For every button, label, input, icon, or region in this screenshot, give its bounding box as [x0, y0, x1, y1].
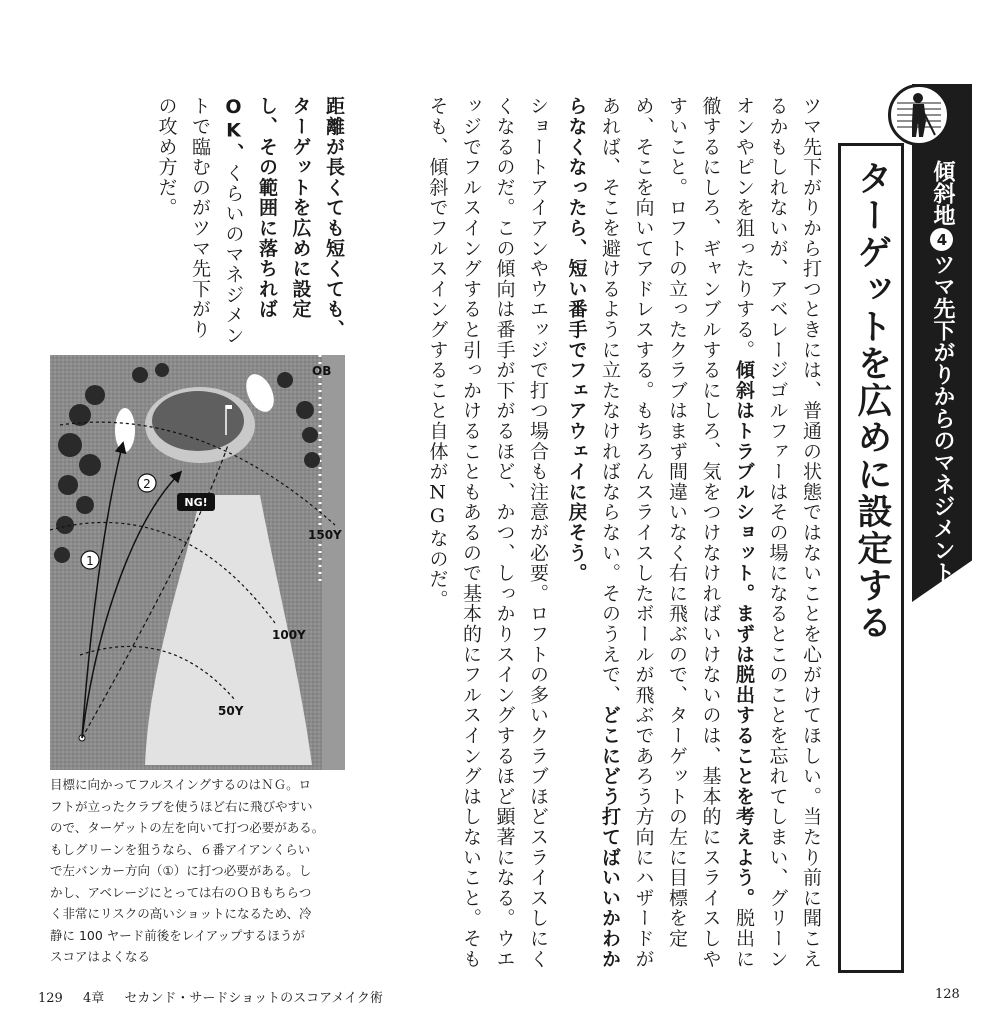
golfer-icon	[888, 84, 950, 146]
page-number-right: 128	[935, 987, 960, 1002]
label-150y: 150Y	[308, 528, 342, 542]
chapter-number: 4章	[82, 991, 105, 1006]
caption-line: スコアはよくなる	[50, 949, 151, 964]
flag	[226, 405, 232, 409]
ng-label: NG!	[184, 496, 208, 509]
caption-line: かし、アベレージにとっては右のＯＢもちらつ	[50, 884, 312, 900]
body-text-left-upper	[82, 96, 350, 348]
body-text-right	[555, 96, 827, 976]
caption-line: もしグリーンを狙うなら、６番アイアンくらい	[50, 841, 311, 857]
emphasis-segment: どこにどう打てばいいかわからなくなったら、短い番手でフェアウェイに戻そう。	[565, 96, 621, 969]
caption-line: 目標に向かってフルスイングするのはＮＧ。ロ	[50, 777, 312, 792]
ob-label: OB	[312, 364, 332, 378]
section-number-badge: 4	[930, 228, 953, 251]
chapter-title: セカンド・サードショットのスコアメイク術	[124, 991, 383, 1006]
label-50y: 50Y	[218, 704, 244, 718]
marker-1: 1	[86, 554, 94, 568]
ob-area	[322, 355, 345, 770]
page-number-left: 129	[38, 991, 63, 1006]
paragraph-segment: くらいのマネジメントで臨むのがツマ先下がりの攻め方だ。	[155, 96, 245, 346]
page-title: ターゲットを広めに設定する	[852, 160, 892, 641]
green	[152, 391, 244, 451]
body-text-left-lower	[350, 96, 554, 976]
figure-caption	[50, 774, 350, 968]
paragraph-segment: 脱出に徹するにしろ、ギャンブルするにしろ、気をつけなければいけないのは、基本的にスライスしやすいこと。ロフトの立ったクラブはまず間違いなく右に飛ぶので、ターゲットの左に目標を定め、そこを向いてアドレスする。もちろんスライスしたボールが飛ぶであろう方向にハザードがあれば、そこを避けるように立たなければならない。そのうえで、	[599, 96, 755, 969]
paragraph-segment: ショートアイアンやウエッジで打つ場合も注意が必要。ロフトの多いクラブほどスライスしにくくなるのだ。この傾向は番手が下がるほど、かつ、しっかりスイングするほど顕著になる。ウエッジでフルスイングすると引っかけることもあるので基本的にフルスイングはしないこと。そもそも、傾斜でフルスイングすること自体がNGなのだ。	[426, 96, 549, 969]
caption-line: フトが立ったクラブを使うほど右に飛びやすい	[50, 798, 313, 814]
caption-line: 静に 100 ヤード前後をレイアップするほうが	[50, 927, 305, 943]
header-prefix: 傾斜地	[930, 160, 955, 226]
paragraph-segment: ツマ先下がりから打つときには、普通の状態ではないことを心がけてほしい。当たり前に聞こえるかもしれないが、アベレージゴルファーはその場になるとこのことを忘れてしまい、グリーンオンやピンを狙ったりする。	[733, 96, 822, 969]
course-diagram	[50, 355, 345, 770]
caption-line: ので、ターゲットの左を向いて打つ必要がある。	[50, 820, 325, 835]
emphasis-segment: 距離が長くても短くても、ターゲットを広めに設定し、その範囲に落ちればOK、	[222, 96, 345, 340]
caption-line: で左バンカー方向（①）に打つ必要がある。し	[50, 863, 312, 878]
label-100y: 100Y	[272, 628, 306, 642]
header-suffix: ツマ先下がりからのマネジメント	[930, 253, 955, 583]
bunker-left	[115, 408, 135, 452]
emphasis-segment: 傾斜はトラブルショット。まずは脱出することを考えよう。	[733, 359, 755, 909]
marker-2: 2	[143, 477, 151, 491]
footer-left	[38, 987, 399, 1006]
caption-line: く非常にリスクの高いショットになるため、冷	[50, 906, 312, 921]
section-header	[916, 160, 968, 583]
